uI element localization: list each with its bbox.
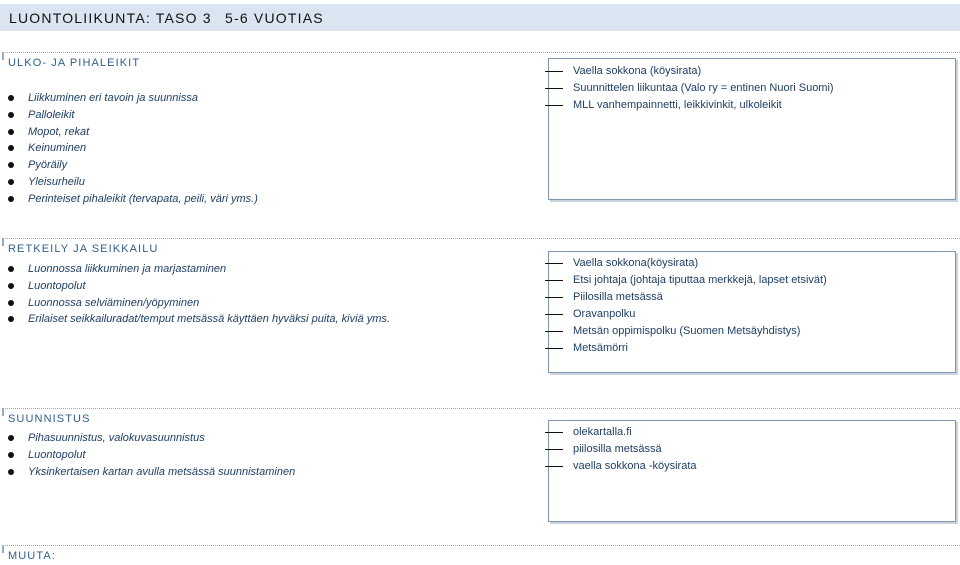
dash-icon (545, 71, 563, 72)
bullet-icon (8, 179, 14, 185)
resources-list (549, 255, 827, 357)
dash-icon (545, 331, 563, 332)
list-item: Luontopolut (0, 447, 295, 464)
page-header (0, 4, 960, 31)
activity-list (0, 430, 295, 480)
dash-icon (545, 105, 563, 106)
section-divider-corner (2, 52, 4, 60)
bullet-icon (8, 283, 14, 289)
bullet-icon (8, 300, 14, 306)
dash-icon (545, 449, 563, 450)
list-item: Etsi johtaja (johtaja tiputtaa merkkejä, lapset etsivät) (549, 272, 827, 289)
dash-icon (545, 432, 563, 433)
list-item: Mopot, rekat (0, 124, 258, 141)
dash-icon (545, 263, 563, 264)
section-divider (2, 52, 960, 53)
activity-list (0, 261, 390, 328)
section-title: RETKEILY JA SEIKKAILU (8, 243, 159, 255)
section-title: MUUTA: (8, 550, 56, 562)
dash-icon (545, 314, 563, 315)
list-item: olekartalla.fi (549, 424, 697, 441)
section-divider-corner (2, 238, 4, 246)
section-divider (2, 238, 960, 239)
dash-icon (545, 88, 563, 89)
resources-list (549, 63, 834, 114)
list-item: Metsämörri (549, 340, 827, 357)
bullet-icon (8, 469, 14, 475)
list-item: Yleisurheilu (0, 174, 258, 191)
list-item: Luonnossa selviäminen/yöpyminen (0, 295, 390, 312)
bullet-icon (8, 316, 14, 322)
list-item: Pyöräily (0, 157, 258, 174)
resources-list (549, 424, 697, 475)
dash-icon (545, 466, 563, 467)
section-title: ULKO- JA PIHALEIKIT (8, 57, 141, 69)
dash-icon (545, 297, 563, 298)
resources-box (548, 420, 956, 522)
list-item: Pihasuunnistus, valokuvasuunnistus (0, 430, 295, 447)
bullet-icon (8, 129, 14, 135)
resources-box (548, 251, 956, 373)
bullet-icon (8, 435, 14, 441)
list-item: Vaella sokkona (köysirata) (549, 63, 834, 80)
bullet-icon (8, 112, 14, 118)
bullet-icon (8, 145, 14, 151)
age-group-label: 5-6 VUOTIAS (225, 10, 324, 26)
bullet-icon (8, 266, 14, 272)
list-item: Keinuminen (0, 140, 258, 157)
list-item: Oravanpolku (549, 306, 827, 323)
resources-box (548, 58, 956, 200)
list-item: Piilosilla metsässä (549, 289, 827, 306)
dash-icon (545, 280, 563, 281)
section-divider (2, 408, 960, 409)
activity-list (0, 90, 258, 208)
list-item: Erilaiset seikkailuradat/temput metsässä käyttäen hyväksi puita, kiviä yms. (0, 311, 390, 328)
list-item: MLL vanhempainnetti, leikkivinkit, ulkoleikit (549, 97, 834, 114)
section-title: SUUNNISTUS (8, 413, 91, 425)
list-item: Palloleikit (0, 107, 258, 124)
section-divider-corner (2, 408, 4, 416)
list-item: piilosilla metsässä (549, 441, 697, 458)
bullet-icon (8, 452, 14, 458)
bullet-icon (8, 162, 14, 168)
list-item: vaella sokkona -köysirata (549, 458, 697, 475)
section-other (0, 545, 960, 565)
list-item: Luontopolut (0, 278, 390, 295)
list-item: Suunnittelen liikuntaa (Valo ry = entinen Nuori Suomi) (549, 80, 834, 97)
list-item: Luonnossa liikkuminen ja marjastaminen (0, 261, 390, 278)
page-title: LUONTOLIIKUNTA: TASO 3 (9, 10, 212, 26)
section-divider (2, 545, 960, 546)
list-item: Metsän oppimispolku (Suomen Metsäyhdistys) (549, 323, 827, 340)
list-item: Yksinkertaisen kartan avulla metsässä suunnistaminen (0, 464, 295, 481)
bullet-icon (8, 196, 14, 202)
bullet-icon (8, 95, 14, 101)
list-item: Perinteiset pihaleikit (tervapata, peili, väri yms.) (0, 191, 258, 208)
list-item: Liikkuminen eri tavoin ja suunnissa (0, 90, 258, 107)
dash-icon (545, 348, 563, 349)
section-divider-corner (2, 545, 4, 553)
list-item: Vaella sokkona(köysirata) (549, 255, 827, 272)
